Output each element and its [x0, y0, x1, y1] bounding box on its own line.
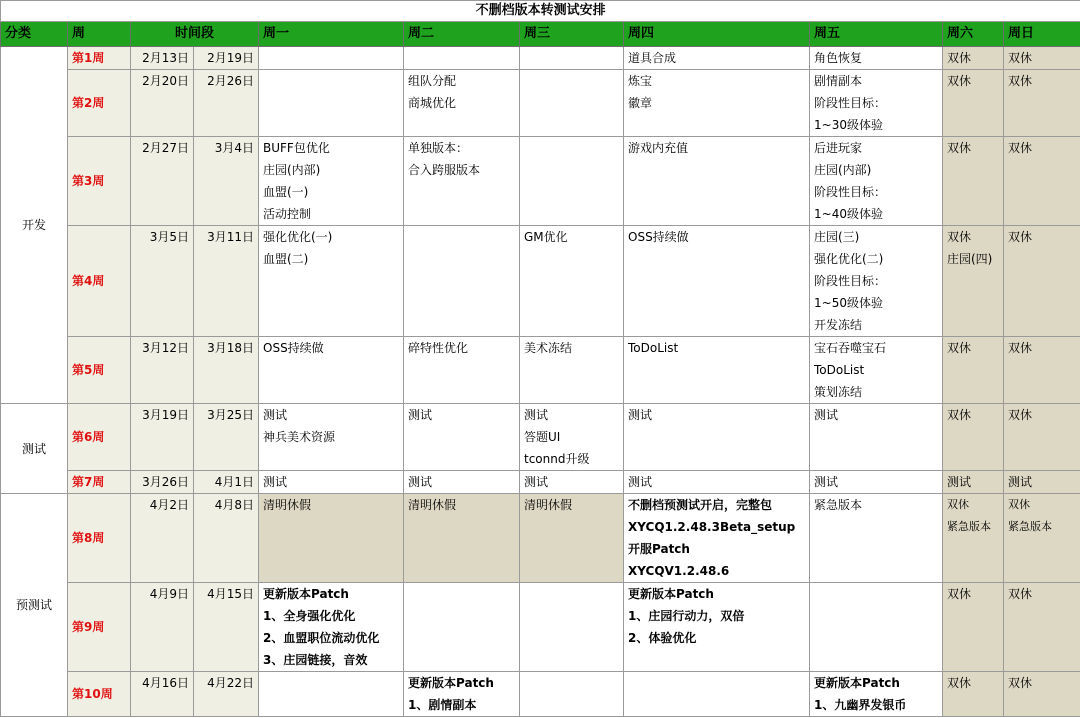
cell-line: 测试: [1008, 475, 1033, 489]
end-date: 3月11日: [194, 226, 259, 337]
day-cell-sun: [1004, 337, 1080, 404]
cell-line: 炼宝: [628, 74, 653, 88]
cell-line: 双休: [947, 74, 972, 88]
cell-line: 更新版本Patch: [263, 587, 349, 601]
week-cell: 第5周: [68, 337, 131, 404]
table-row: [1, 337, 1080, 404]
cell-line: 1、剧情副本: [408, 698, 477, 712]
day-cell-mon: [259, 583, 404, 672]
day-cell-fri: [810, 70, 943, 137]
table-row: [1, 70, 1080, 137]
cell-line: 徽章: [628, 96, 653, 110]
cell-line: 1~50级体验: [814, 296, 883, 310]
cell-line: 双休: [947, 408, 972, 422]
day-cell-thu: [624, 404, 810, 471]
category-cell: 预测试: [1, 494, 68, 717]
day-cell-sun: [1004, 226, 1080, 337]
day-cell-sat: [943, 137, 1004, 226]
day-cell-tue: [404, 47, 520, 70]
day-cell-mon: [259, 471, 404, 494]
day-cell-sat: [943, 337, 1004, 404]
cell-line: 清明休假: [524, 498, 573, 512]
table-row: [1, 226, 1080, 337]
table-row: [1, 47, 1080, 70]
week-cell: 第6周: [68, 404, 131, 471]
start-date: 4月2日: [131, 494, 194, 583]
cell-line: 双休: [947, 676, 972, 690]
day-cell-thu: [624, 583, 810, 672]
day-cell-tue: [404, 583, 520, 672]
day-cell-fri: [810, 137, 943, 226]
end-date: 4月22日: [194, 672, 259, 717]
day-cell-fri: [810, 226, 943, 337]
cell-line: 组队分配: [408, 74, 457, 88]
cell-line: 剧情副本: [814, 74, 863, 88]
cell-line: 商城优化: [408, 96, 457, 110]
week-cell: 第7周: [68, 471, 131, 494]
day-cell-tue: [404, 226, 520, 337]
cell-line: 开发冻结: [814, 318, 863, 332]
cell-line: 清明休假: [263, 498, 312, 512]
week-cell: 第4周: [68, 226, 131, 337]
table-row: [1, 471, 1080, 494]
cell-line: 双休: [1008, 408, 1033, 422]
category-cell: 测试: [1, 404, 68, 494]
end-date: 4月15日: [194, 583, 259, 672]
start-date: 3月26日: [131, 471, 194, 494]
cell-line: 2、体验优化: [628, 631, 697, 645]
start-date: 3月12日: [131, 337, 194, 404]
day-cell-sat: [943, 226, 1004, 337]
cell-line: 1、全身强化优化: [263, 609, 356, 623]
header-thu: 周四: [624, 22, 810, 47]
day-cell-wed: [520, 404, 624, 471]
cell-line: XYCQ1.2.48.3Beta_setup: [628, 520, 796, 534]
cell-line: 强化优化(一): [263, 230, 333, 244]
start-date: 3月5日: [131, 226, 194, 337]
cell-line: 阶段性目标：: [814, 274, 887, 288]
cell-line: 阶段性目标：: [814, 96, 887, 110]
cell-line: 活动控制: [263, 207, 312, 221]
cell-line: 双休: [1008, 498, 1030, 511]
day-cell-sun: [1004, 404, 1080, 471]
day-cell-thu: [624, 137, 810, 226]
cell-line: 庄园(内部): [263, 163, 321, 177]
cell-line: 1~30级体验: [814, 118, 883, 132]
day-cell-fri: [810, 47, 943, 70]
cell-line: 庄园(四): [947, 252, 993, 266]
table-row: [1, 494, 1080, 583]
day-cell-sat: [943, 471, 1004, 494]
week-cell: 第2周: [68, 70, 131, 137]
day-cell-sun: [1004, 47, 1080, 70]
cell-line: 1~40级体验: [814, 207, 883, 221]
header-category: 分类: [1, 22, 68, 47]
cell-line: 测试: [263, 475, 288, 489]
cell-line: 后进玩家: [814, 141, 863, 155]
day-cell-wed: [520, 70, 624, 137]
cell-line: 更新版本Patch: [408, 676, 494, 690]
day-cell-fri: [810, 404, 943, 471]
category-cell: 开发: [1, 47, 68, 404]
cell-line: 测试: [263, 408, 288, 422]
day-cell-sat: [943, 404, 1004, 471]
day-cell-mon: [259, 404, 404, 471]
cell-line: 双休: [1008, 74, 1033, 88]
start-date: 2月13日: [131, 47, 194, 70]
day-cell-fri: [810, 337, 943, 404]
header-wed: 周三: [520, 22, 624, 47]
day-cell-sat: [943, 672, 1004, 717]
end-date: 3月25日: [194, 404, 259, 471]
cell-line: 开服Patch: [628, 542, 690, 556]
cell-line: 测试: [408, 475, 433, 489]
cell-line: 更新版本Patch: [814, 676, 900, 690]
cell-line: 神兵美术资源: [263, 430, 336, 444]
week-cell: 第8周: [68, 494, 131, 583]
cell-line: 血盟(二): [263, 252, 309, 266]
week-cell: 第9周: [68, 583, 131, 672]
end-date: 3月4日: [194, 137, 259, 226]
cell-line: 双休: [947, 141, 972, 155]
header-period: 时间段: [131, 22, 259, 47]
cell-line: 庄园(三): [814, 230, 860, 244]
cell-line: 单独版本：: [408, 141, 469, 155]
day-cell-tue: [404, 404, 520, 471]
cell-line: 双休: [947, 341, 972, 355]
day-cell-wed: [520, 494, 624, 583]
table-row: [1, 137, 1080, 226]
cell-line: 角色恢复: [814, 51, 863, 65]
cell-line: 策划冻结: [814, 385, 863, 399]
week-cell: 第10周: [68, 672, 131, 717]
day-cell-wed: [520, 137, 624, 226]
cell-line: 测试: [524, 408, 549, 422]
day-cell-sat: [943, 494, 1004, 583]
table-row: [1, 672, 1080, 717]
day-cell-thu: [624, 70, 810, 137]
day-cell-sun: [1004, 583, 1080, 672]
cell-line: 宝石吞噬宝石: [814, 341, 887, 355]
day-cell-tue: [404, 137, 520, 226]
cell-line: 测试: [814, 475, 839, 489]
day-cell-thu: [624, 47, 810, 70]
cell-line: 游戏内充值: [628, 141, 689, 155]
header-week: 周: [68, 22, 131, 47]
day-cell-wed: [520, 47, 624, 70]
cell-line: 清明休假: [408, 498, 457, 512]
cell-line: 答题UI: [524, 430, 561, 444]
day-cell-thu: [624, 226, 810, 337]
cell-line: ToDoList: [814, 363, 865, 377]
day-cell-mon: [259, 137, 404, 226]
cell-line: 紧急版本: [947, 520, 991, 533]
day-cell-fri: [810, 471, 943, 494]
cell-line: ToDoList: [628, 341, 679, 355]
cell-line: 双休: [1008, 51, 1033, 65]
cell-line: OSS持续做: [263, 341, 324, 355]
cell-line: XYCQV1.2.48.6: [628, 564, 730, 578]
header-sat: 周六: [943, 22, 1004, 47]
start-date: 3月19日: [131, 404, 194, 471]
day-cell-mon: [259, 494, 404, 583]
cell-line: tconnd升级: [524, 452, 590, 466]
day-cell-tue: [404, 471, 520, 494]
cell-line: 合入跨服版本: [408, 163, 481, 177]
cell-line: OSS持续做: [628, 230, 689, 244]
day-cell-tue: [404, 672, 520, 717]
week-cell: 第1周: [68, 47, 131, 70]
cell-line: 道具合成: [628, 51, 677, 65]
header-fri: 周五: [810, 22, 943, 47]
cell-line: 紧急版本: [814, 498, 863, 512]
table-row: [1, 583, 1080, 672]
day-cell-sun: [1004, 70, 1080, 137]
day-cell-sun: [1004, 672, 1080, 717]
cell-line: 测试: [524, 475, 549, 489]
day-cell-fri: [810, 583, 943, 672]
day-cell-wed: [520, 672, 624, 717]
day-cell-sat: [943, 70, 1004, 137]
cell-line: 双休: [1008, 341, 1033, 355]
cell-line: 更新版本Patch: [628, 587, 714, 601]
day-cell-thu: [624, 471, 810, 494]
cell-line: 紧急版本: [1008, 520, 1052, 533]
day-cell-tue: [404, 337, 520, 404]
cell-line: 双休: [1008, 676, 1033, 690]
day-cell-sat: [943, 47, 1004, 70]
header-row: [1, 22, 1080, 47]
cell-line: 测试: [408, 408, 433, 422]
cell-line: 双休: [1008, 230, 1033, 244]
day-cell-tue: [404, 70, 520, 137]
end-date: 4月8日: [194, 494, 259, 583]
end-date: 3月18日: [194, 337, 259, 404]
end-date: 2月26日: [194, 70, 259, 137]
day-cell-sat: [943, 583, 1004, 672]
header-tue: 周二: [404, 22, 520, 47]
cell-line: 双休: [1008, 141, 1033, 155]
cell-line: 不删档预测试开启，完整包: [628, 498, 773, 512]
day-cell-mon: [259, 337, 404, 404]
day-cell-mon: [259, 70, 404, 137]
cell-line: 双休: [947, 587, 972, 601]
day-cell-tue: [404, 494, 520, 583]
header-sun: 周日: [1004, 22, 1080, 47]
cell-line: 双休: [947, 51, 972, 65]
cell-line: 测试: [628, 475, 653, 489]
start-date: 2月20日: [131, 70, 194, 137]
day-cell-sun: [1004, 137, 1080, 226]
day-cell-thu: [624, 672, 810, 717]
day-cell-fri: [810, 672, 943, 717]
day-cell-mon: [259, 672, 404, 717]
day-cell-wed: [520, 226, 624, 337]
cell-line: 双休: [947, 498, 969, 511]
day-cell-thu: [624, 337, 810, 404]
cell-line: 双休: [1008, 587, 1033, 601]
start-date: 2月27日: [131, 137, 194, 226]
cell-line: 双休: [947, 230, 972, 244]
day-cell-wed: [520, 337, 624, 404]
day-cell-thu: [624, 494, 810, 583]
header-mon: 周一: [259, 22, 404, 47]
cell-line: 1、九幽界发银币: [814, 698, 907, 712]
schedule-body: [1, 47, 1080, 717]
sheet-title: 不删档版本转测试安排: [1, 1, 1080, 22]
table-row: [1, 404, 1080, 471]
start-date: 4月16日: [131, 672, 194, 717]
cell-line: 阶段性目标：: [814, 185, 887, 199]
cell-line: 3、庄园链接，音效: [263, 653, 368, 667]
day-cell-sun: [1004, 471, 1080, 494]
cell-line: 强化优化(二): [814, 252, 884, 266]
cell-line: 测试: [947, 475, 972, 489]
day-cell-fri: [810, 494, 943, 583]
cell-line: BUFF包优化: [263, 141, 330, 155]
cell-line: 碎特性优化: [408, 341, 469, 355]
start-date: 4月9日: [131, 583, 194, 672]
cell-line: 测试: [814, 408, 839, 422]
cell-line: 测试: [628, 408, 653, 422]
day-cell-mon: [259, 226, 404, 337]
day-cell-wed: [520, 583, 624, 672]
day-cell-wed: [520, 471, 624, 494]
end-date: 2月19日: [194, 47, 259, 70]
cell-line: 2、血盟职位流动优化: [263, 631, 380, 645]
cell-line: 美术冻结: [524, 341, 573, 355]
cell-line: 血盟(一): [263, 185, 309, 199]
day-cell-mon: [259, 47, 404, 70]
cell-line: 庄园(内部): [814, 163, 872, 177]
end-date: 4月1日: [194, 471, 259, 494]
week-cell: 第3周: [68, 137, 131, 226]
cell-line: GM优化: [524, 230, 568, 244]
day-cell-sun: [1004, 494, 1080, 583]
cell-line: 1、庄园行动力，双倍: [628, 609, 745, 623]
